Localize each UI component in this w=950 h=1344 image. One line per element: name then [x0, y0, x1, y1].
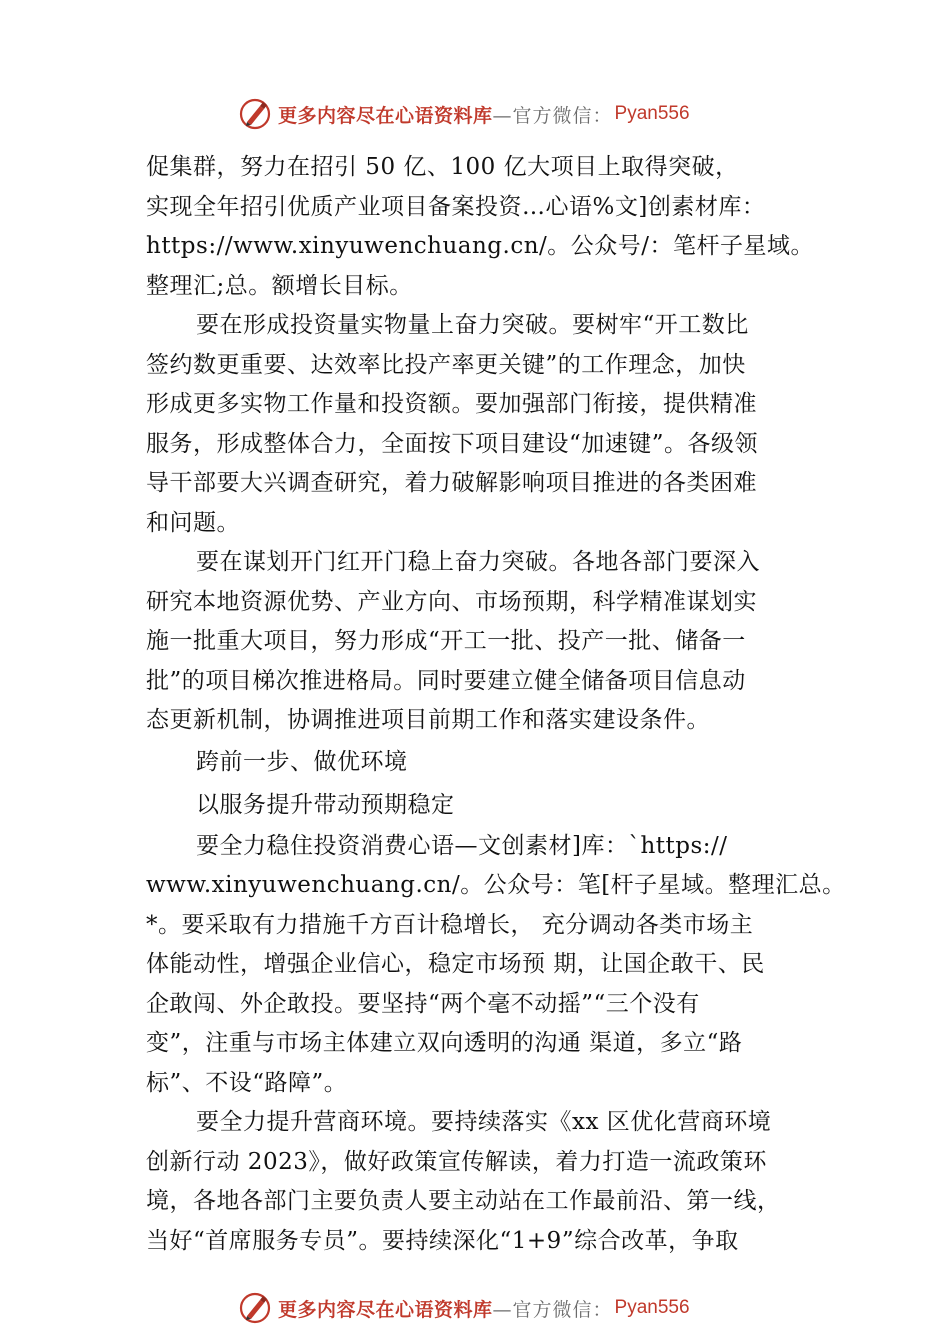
text-line: 标”、不设“路障”。 — [146, 1069, 348, 1096]
header-banner — [238, 96, 690, 132]
text-line: 促集群，努力在招引 50 亿、100 亿大项目上取得突破， — [146, 154, 739, 180]
text-line: 施一批重大项目，努力形成“开工一批、投产一批、储备一 — [146, 628, 746, 654]
footer-banner-title: 更多内容尽在心语资料库 — [278, 1298, 493, 1321]
text-line: 批”的项目梯次推进格局。同时要建立健全储备项目信息动 — [146, 667, 746, 694]
pen-logo-icon — [238, 97, 272, 131]
text-line: 变”，注重与市场主体建立双向透明的沟通 渠道，多立“路 — [146, 1030, 743, 1056]
text-line: 和问题。 — [146, 509, 240, 536]
pen-logo-icon — [238, 1291, 272, 1325]
text-line: 跨前一步、做优环境 — [196, 748, 408, 775]
text-line: 当好“首席服务专员”。要持续深化“1+9”综合改革，争取 — [146, 1227, 739, 1254]
text-line: 企敢闯、外企敢投。要坚持“两个毫不动摇”“三个没有 — [146, 990, 700, 1017]
text-line: 境，各地各部门主要负责人要主动站在工作最前沿、第一线， — [146, 1188, 781, 1214]
footer-banner-wechat-id: Pyan556 — [614, 1297, 690, 1318]
text-line: www.xinyuwenchuang.cn/。公众号：笔[杆子星域。整理汇总。 — [146, 872, 846, 898]
text-line: 要在谋划开门红开门稳上奋力突破。各地各部门要深入 — [196, 549, 760, 575]
text-line: 以服务提升带动预期稳定 — [196, 791, 455, 818]
text-line: 导干部要大兴调查研究，着力破解影响项目推进的各类困难 — [146, 470, 757, 496]
text-line: 要全力提升营商环境。要持续落实《xx 区优化营商环境 — [196, 1109, 772, 1135]
text-line: 服务，形成整体合力，全面按下项目建设“加速键”。各级领 — [146, 430, 759, 457]
footer-banner — [238, 1290, 690, 1326]
footer-banner-wechat-label: —官方微信： — [492, 1298, 613, 1321]
banner-title: 更多内容尽在心语资料库 — [278, 104, 493, 127]
text-line: 体能动性，增强企业信心，稳定市场预 期，让国企敢干、民 — [146, 951, 765, 977]
text-line: 要在形成投资量实物量上奋力突破。要树牢“开工数比 — [196, 312, 749, 338]
text-line: 形成更多实物工作量和投资额。要加强部门衔接，提供精准 — [146, 391, 757, 417]
text-line: 创新行动 2023》，做好政策宣传解读，着力打造一流政策环 — [146, 1148, 767, 1175]
text-line: 实现全年招引优质产业项目备案投资…心语%文]创素材库： — [146, 193, 766, 220]
text-line: 研究本地资源优势、产业方向、市场预期，科学精准谋划实 — [146, 588, 757, 615]
text-line: 整理汇;总。额增长目标。 — [146, 272, 413, 299]
text-line: *。要采取有力措施千方百计稳增长， 充分调动各类市场主 — [146, 911, 754, 938]
text-line: 要全力稳住投资消费心语—文创素材]库：`https:// — [196, 832, 728, 859]
banner-wechat-id: Pyan556 — [614, 103, 690, 124]
text-line: https://www.xinyuwenchuang.cn/。公众号/：笔杆子星域。 — [146, 233, 815, 259]
text-line: 态更新机制，协调推进项目前期工作和落实建设条件。 — [146, 707, 710, 733]
text-line: 签约数更重要、达效率比投产率更关键”的工作理念，加快 — [146, 351, 746, 378]
document-body — [146, 148, 846, 1261]
banner-wechat-label: —官方微信： — [492, 104, 613, 127]
